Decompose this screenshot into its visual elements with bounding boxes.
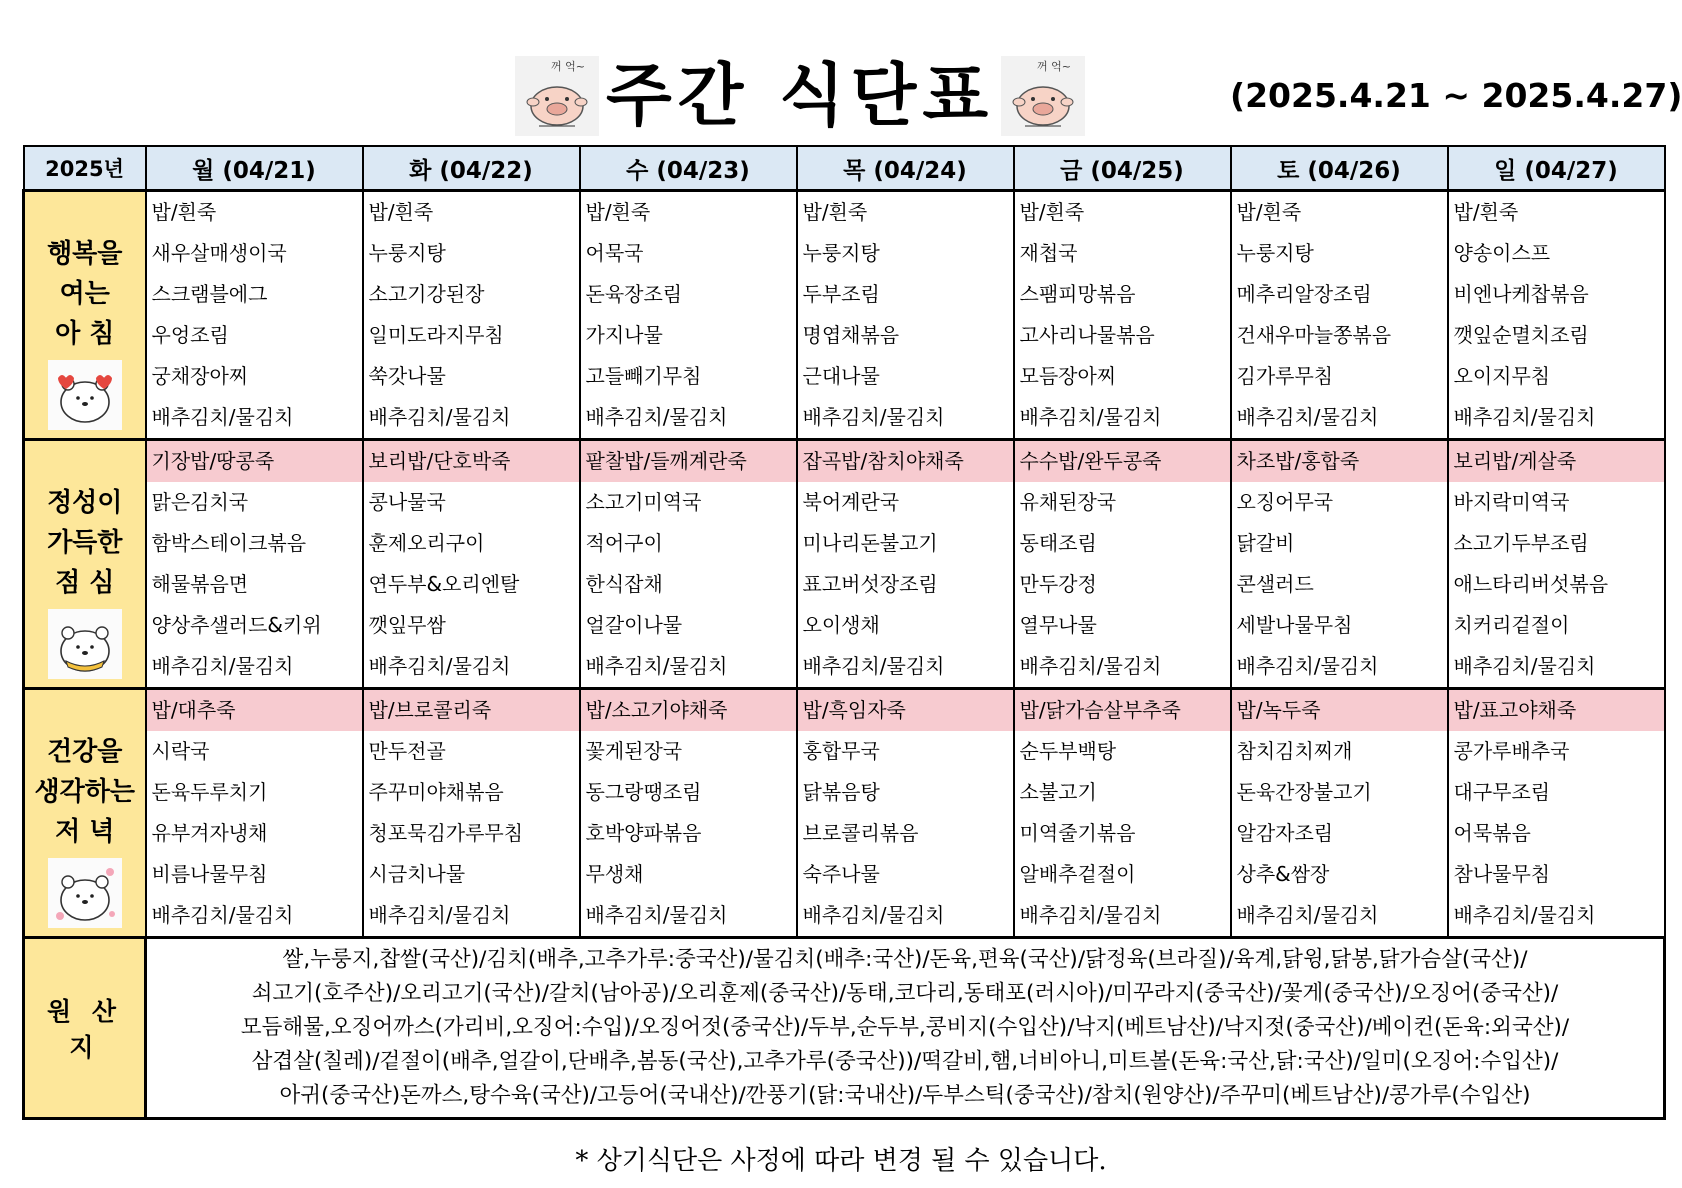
menu-item: 배추김치/물김치 [151,654,294,678]
day-menu-cell [1014,689,1231,938]
menu-item: 새우살매생이국 [151,241,287,265]
staple-item: 밥/닭가슴살부추죽 [1015,690,1230,731]
day-menu-cell [1231,689,1448,938]
menu-item: 배추김치/물김치 [802,654,945,678]
staple-item: 밥/흑임자죽 [798,690,1013,731]
menu-item: 배추김치/물김치 [1453,405,1596,429]
day-menu-cell [1448,191,1665,440]
menu-item: 배추김치/물김치 [1453,903,1596,927]
menu-item: 돈육장조림 [585,282,683,306]
table-header-row [24,146,1665,191]
day-menu-cell [1014,440,1231,689]
menu-item: 배추김치/물김치 [1019,405,1162,429]
menu-item: 돈육두루치기 [151,780,268,804]
menu-item: 배추김치/물김치 [802,405,945,429]
menu-item: 오이생채 [802,613,880,637]
menu-item: 대구무조림 [1453,780,1551,804]
menu-item: 비름나물무침 [151,862,268,886]
menu-item: 참치김치찌개 [1236,739,1353,763]
menu-item: 무생채 [585,862,644,886]
menu-item: 홍합무국 [802,739,880,763]
menu-item: 북어계란국 [802,490,900,514]
menu-item: 오징어무국 [1236,490,1334,514]
title-block [515,56,1085,138]
staple-item: 밥/녹두죽 [1232,690,1447,731]
day-menu-cell [1448,689,1665,938]
menu-item: 시금치나물 [368,862,466,886]
menu-item: 연두부&오리엔탈 [368,572,520,596]
staple-item: 밥/흰죽 [1236,200,1302,224]
menu-item: 소고기미역국 [585,490,702,514]
menu-item: 브로콜리볶음 [802,821,919,845]
menu-item: 배추김치/물김치 [1019,903,1162,927]
staple-item: 밥/흰죽 [368,200,434,224]
menu-item: 깻잎순멸치조림 [1453,323,1589,347]
bear-heart-icon [48,360,122,430]
day-menu-cell [580,440,797,689]
menu-item: 콘샐러드 [1236,572,1314,596]
menu-item: 닭갈비 [1236,531,1295,555]
origin-row [24,938,1665,1119]
origin-line: 쇠고기(호주산)/오리고기(국산)/갈치(남아공)/오리훈제(중국산)/동태,코다리,동태포(러시아)/미꾸라지(중국산)/꽃게(중국산)/오징어(중국산)/ [251,981,1559,1006]
day-menu-cell [1231,440,1448,689]
day-menu-cell [580,191,797,440]
staple-item: 기장밥/땅콩죽 [147,441,362,482]
menu-item: 콩나물국 [368,490,446,514]
menu-item: 콩가루배추국 [1453,739,1570,763]
menu-item: 가지나물 [585,323,663,347]
menu-item: 일미도라지무침 [368,323,504,347]
origin-line: 아귀(중국산)돈까스,탕수육(국산)/고등어(국내산)/깐풍기(닭:국내산)/두부스틱(중국산)/참치(원양산)/주꾸미(베트남산)/콩가루(수입산) [279,1083,1531,1108]
menu-item: 미역줄기볶음 [1019,821,1136,845]
menu-item: 유채된장국 [1019,490,1117,514]
origin-text [146,938,1665,1119]
menu-item: 궁채장아찌 [151,364,249,388]
day-header: 금 (04/25) [1014,146,1231,191]
menu-item: 양상추샐러드&키위 [151,613,322,637]
menu-item: 근대나물 [802,364,880,388]
day-menu-cell [797,689,1014,938]
menu-item: 건새우마늘쫑볶음 [1236,323,1392,347]
day-menu-cell [797,191,1014,440]
staple-item: 밥/흰죽 [151,200,217,224]
menu-item: 치커리겉절이 [1453,613,1570,637]
day-menu-cell [1014,191,1231,440]
staple-item: 수수밥/완두콩죽 [1015,441,1230,482]
day-menu-cell [363,440,580,689]
menu-item: 순두부백탕 [1019,739,1117,763]
day-menu-cell [146,689,363,938]
day-header: 토 (04/26) [1231,146,1448,191]
menu-item: 적어구이 [585,531,663,555]
menu-item: 해물볶음면 [151,572,249,596]
menu-item: 동태조림 [1019,531,1097,555]
staple-item: 보리밥/단호박죽 [364,441,579,482]
menu-item: 배추김치/물김치 [368,903,511,927]
day-header: 수 (04/23) [580,146,797,191]
menu-item: 숙주나물 [802,862,880,886]
staple-item: 잡곡밥/참치야채죽 [798,441,1013,482]
staple-item: 보리밥/게살죽 [1449,441,1664,482]
day-header: 월 (04/21) [146,146,363,191]
menu-item: 비엔나케찹볶음 [1453,282,1589,306]
menu-item: 참나물무침 [1453,862,1551,886]
day-menu-cell [580,689,797,938]
menu-item: 배추김치/물김치 [368,405,511,429]
menu-item: 미나리돈불고기 [802,531,938,555]
meal-row [24,689,1665,938]
menu-item: 누룽지탕 [802,241,880,265]
menu-item: 배추김치/물김치 [1453,654,1596,678]
menu-item: 만두강정 [1019,572,1097,596]
menu-item: 유부겨자냉채 [151,821,268,845]
menu-item: 동그랑땡조림 [585,780,702,804]
menu-item: 만두전골 [368,739,446,763]
staple-item: 밥/흰죽 [585,200,651,224]
staple-item: 밥/브로콜리죽 [364,690,579,731]
weekly-menu-table [22,145,1666,1120]
menu-item: 두부조림 [802,282,880,306]
pig-mascot-icon [1001,56,1085,136]
menu-item: 배추김치/물김치 [1236,903,1379,927]
bear-scarf-icon [48,609,122,679]
menu-item: 소고기강된장 [368,282,485,306]
footnote: * 상기식단은 사정에 따라 변경 될 수 있습니다. [575,1146,1107,1176]
staple-item: 밥/흰죽 [802,200,868,224]
menu-item: 깻잎무쌈 [368,613,446,637]
menu-item: 명엽채볶음 [802,323,900,347]
menu-item: 재첩국 [1019,241,1078,265]
menu-item: 쑥갓나물 [368,364,446,388]
meal-row [24,440,1665,689]
day-menu-cell [146,440,363,689]
menu-item: 스크램블에그 [151,282,268,306]
menu-item: 어묵국 [585,241,644,265]
meal-label-cell [24,689,146,938]
staple-item: 밥/표고야채죽 [1449,690,1664,731]
menu-item: 배추김치/물김치 [585,903,728,927]
menu-item: 오이지무침 [1453,364,1551,388]
menu-item: 알감자조림 [1236,821,1334,845]
menu-item: 고들빼기무침 [585,364,702,388]
origin-line: 모듬해물,오징어까스(가리비,오징어:수입)/오징어젓(중국산)/두부,순두부,콩비지(수입산)/낙지(베트남산)/낙지젓(중국산)/베이컨(돈육:외국산)/ [240,1015,1570,1040]
menu-item: 누룽지탕 [1236,241,1314,265]
menu-item: 어묵볶음 [1453,821,1531,845]
menu-item: 맑은김치국 [151,490,249,514]
menu-item: 함박스테이크볶음 [151,531,307,555]
menu-item: 주꾸미야채볶음 [368,780,504,804]
menu-item: 배추김치/물김치 [1019,654,1162,678]
origin-line: 쌀,누룽지,찹쌀(국산)/김치(배추,고추가루:중국산)/물김치(배추:국산)/돈육,편육(국산)/닭정육(브라질)/육계,닭윙,닭봉,닭가슴살(국산)/ [282,947,1528,972]
menu-item: 닭볶음탕 [802,780,880,804]
pig-caption: 꺼 억~ [551,60,585,73]
menu-item: 배추김치/물김치 [802,903,945,927]
menu-item: 소고기두부조림 [1453,531,1589,555]
staple-item: 팥찰밥/들깨계란죽 [581,441,796,482]
menu-item: 배추김치/물김치 [151,405,294,429]
menu-item: 모듬장아찌 [1019,364,1117,388]
menu-item: 얼갈이나물 [585,613,683,637]
staple-item: 밥/소고기야채죽 [581,690,796,731]
menu-item: 누룽지탕 [368,241,446,265]
menu-item: 메추리알장조림 [1236,282,1372,306]
meal-label-cell [24,440,146,689]
day-menu-cell [1448,440,1665,689]
day-header: 일 (04/27) [1448,146,1665,191]
menu-item: 배추김치/물김치 [585,654,728,678]
menu-item: 시락국 [151,739,210,763]
origin-label: 원 산 지 [24,938,146,1119]
menu-item: 소불고기 [1019,780,1097,804]
meal-label: 정성이 가득한 점 심 [47,488,123,598]
menu-item: 열무나물 [1019,613,1097,637]
meal-row [24,191,1665,440]
day-menu-cell [1231,191,1448,440]
menu-item: 배추김치/물김치 [585,405,728,429]
menu-item: 알배추겉절이 [1019,862,1136,886]
menu-item: 배추김치/물김치 [151,903,294,927]
bear-flower-icon [48,858,122,928]
menu-item: 우엉조림 [151,323,229,347]
date-range: (2025.4.21 ~ 2025.4.27) [1230,76,1682,115]
staple-item: 차조밥/홍합죽 [1232,441,1447,482]
day-menu-cell [146,191,363,440]
menu-item: 바지락미역국 [1453,490,1570,514]
day-menu-cell [363,689,580,938]
page-title: 주간 식단표 [605,57,995,136]
day-header: 화 (04/22) [363,146,580,191]
day-menu-cell [797,440,1014,689]
meal-label: 행복을 여는 아 침 [47,239,123,349]
meal-label: 건강을 생각하는 저 녁 [34,737,135,847]
staple-item: 밥/흰죽 [1019,200,1085,224]
staple-item: 밥/흰죽 [1453,200,1519,224]
menu-item: 김가루무침 [1236,364,1334,388]
menu-item: 꽃게된장국 [585,739,683,763]
menu-item: 청포묵김가루무침 [368,821,524,845]
pig-caption: 꺼 억~ [1037,60,1071,73]
menu-item: 배추김치/물김치 [368,654,511,678]
menu-item: 한식잡채 [585,572,663,596]
menu-item: 호박양파볶음 [585,821,702,845]
menu-item: 고사리나물볶음 [1019,323,1155,347]
menu-item: 상추&쌈장 [1236,862,1330,886]
menu-item: 배추김치/물김치 [1236,654,1379,678]
day-header: 목 (04/24) [797,146,1014,191]
menu-item: 애느타리버섯볶음 [1453,572,1609,596]
meal-label-cell [24,191,146,440]
menu-item: 배추김치/물김치 [1236,405,1379,429]
menu-item: 훈제오리구이 [368,531,485,555]
origin-line: 삼겹살(칠레)/겉절이(배추,얼갈이,단배추,봄동(국산),고추가루(중국산))/떡갈비,햄,너비아니,미트볼(돈육:국산,닭:국산)/일미(오징어:수입산)/ [251,1049,1559,1074]
year-header: 2025년 [24,146,146,191]
menu-item: 돈육간장불고기 [1236,780,1372,804]
menu-item: 스팸피망볶음 [1019,282,1136,306]
staple-item: 밥/대추죽 [147,690,362,731]
menu-item: 세발나물무침 [1236,613,1353,637]
menu-item: 양송이스프 [1453,241,1551,265]
day-menu-cell [363,191,580,440]
menu-item: 표고버섯장조림 [802,572,938,596]
